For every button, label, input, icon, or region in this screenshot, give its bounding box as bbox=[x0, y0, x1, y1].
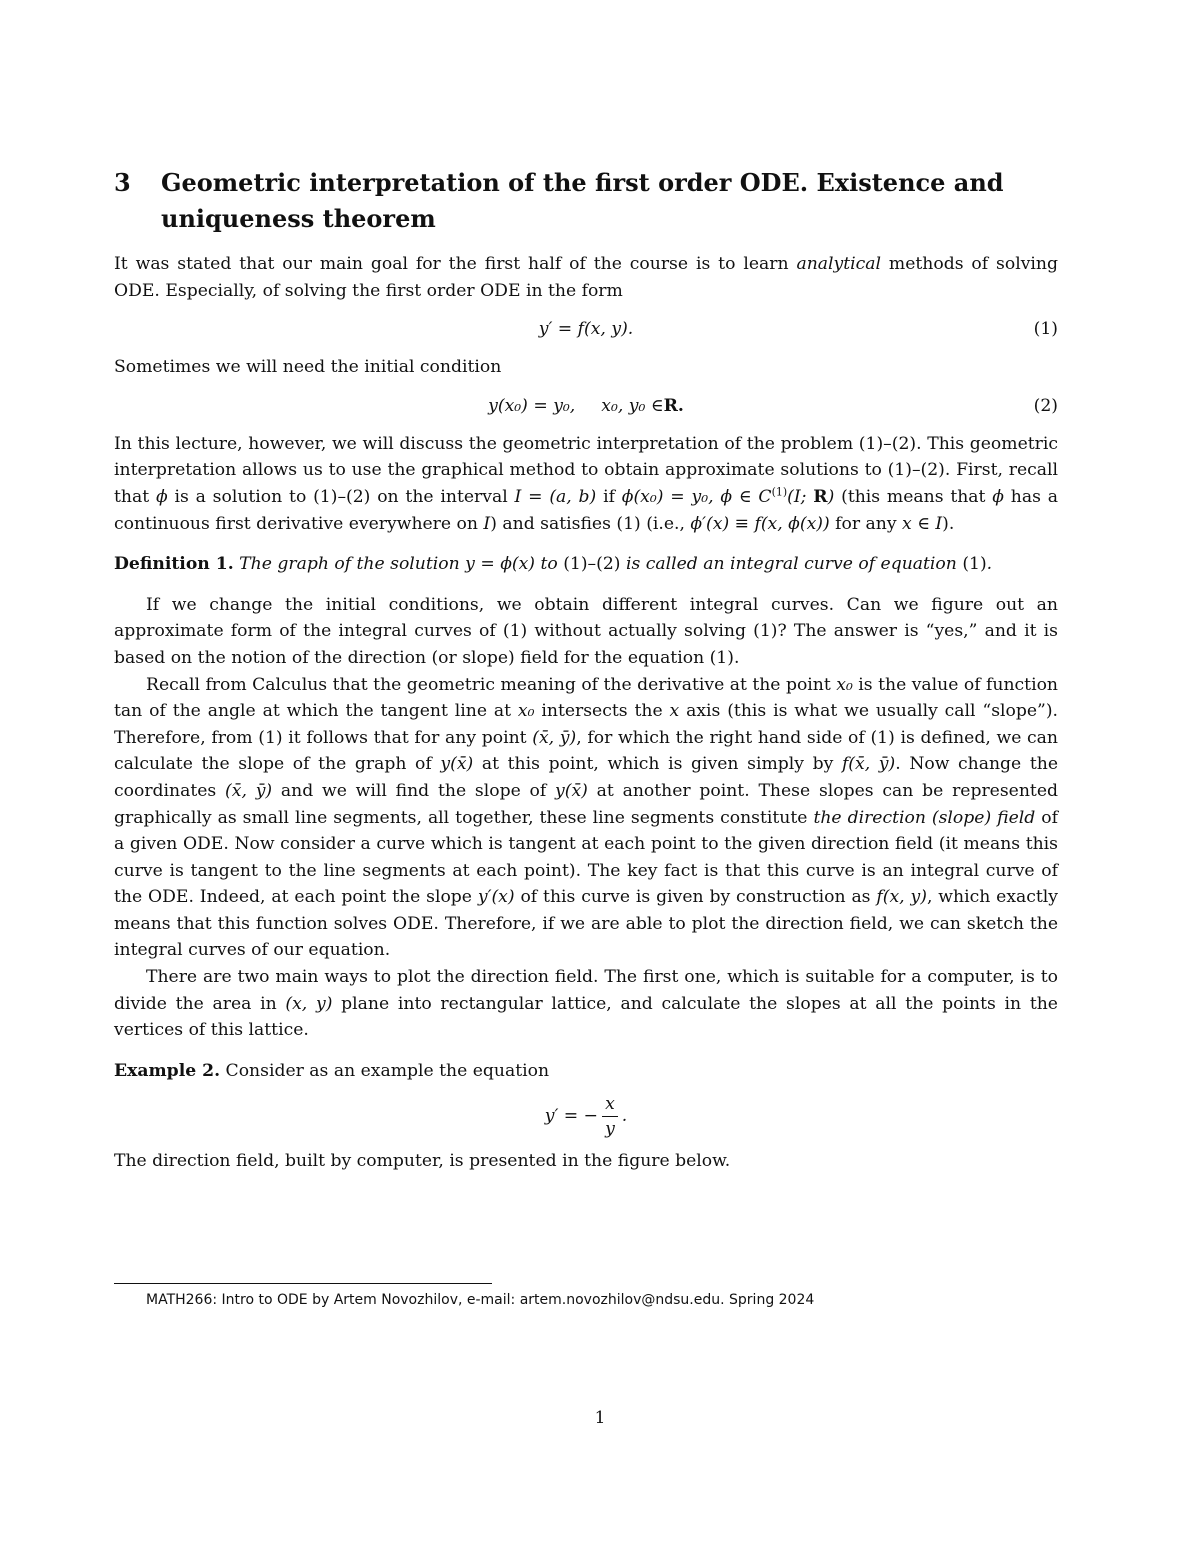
text: to bbox=[535, 554, 564, 575]
math: x bbox=[669, 701, 680, 722]
text: is the value of function tan of the angle at which the tangent line at bbox=[114, 674, 1058, 722]
text: , which exactly means that this function solves ODE. Therefore, if we are able to plot the direction field, we can sketch the integral curves of our equation. bbox=[114, 887, 1058, 961]
intro-paragraph bbox=[114, 251, 1058, 304]
reference: (1)–(2) bbox=[563, 554, 621, 575]
text: has a continuous first derivative everywhere on bbox=[114, 486, 1059, 534]
two-ways-paragraph bbox=[114, 964, 1058, 1044]
example-2 bbox=[114, 1058, 1058, 1085]
text: . bbox=[986, 554, 993, 575]
math: (x̄, ȳ) bbox=[225, 780, 273, 801]
text: of a given ODE. Now consider a curve which is tangent at each point to the given direction field (it means this curve is tangent to the line segments at each point). The key fact is that this curve is an integral curve of the ODE. Indeed, at each point the slope bbox=[114, 807, 1058, 908]
superscript: (1) bbox=[771, 485, 788, 499]
sometimes-paragraph: Sometimes we will need the initial condition bbox=[114, 357, 502, 378]
intro-text-a: It was stated that our main goal for the first half of the course is to learn bbox=[114, 254, 797, 274]
math: f(x, y) bbox=[876, 887, 927, 908]
math-set: R bbox=[813, 486, 828, 507]
math: ϕ(x₀) = y₀, ϕ ∈ C bbox=[621, 486, 772, 507]
math: (x̄, ȳ) bbox=[532, 727, 577, 748]
text: The graph of the solution bbox=[233, 554, 466, 575]
text: ) and satisfies (1) (i.e., bbox=[490, 513, 691, 534]
example-text: Consider as an example the equation bbox=[220, 1060, 550, 1081]
section-title: Geometric interpretation of the first order ODE. Existence and uniqueness theorem bbox=[161, 168, 1004, 233]
math: x₀ bbox=[517, 701, 535, 722]
text: (this means that bbox=[834, 486, 993, 507]
example-label: Example 2. bbox=[114, 1060, 221, 1081]
text: for any bbox=[829, 513, 903, 534]
section-number: 3 bbox=[114, 168, 131, 197]
lecture-paragraph bbox=[114, 431, 1058, 537]
equation-2-rhs: x₀, y₀ ∈ bbox=[601, 395, 664, 416]
text: . Now change the coordinates bbox=[114, 754, 1059, 801]
text: at another point. These slopes can be represented graphically as small line segments, all together, these line segments constitute bbox=[114, 780, 1058, 828]
math: ) bbox=[827, 486, 835, 507]
equation-1-number: (1) bbox=[1033, 319, 1058, 340]
math: I bbox=[483, 513, 491, 534]
math: ϕ′(x) ≡ f(x, ϕ(x)) bbox=[690, 513, 830, 534]
section-heading bbox=[114, 165, 1058, 237]
math: ϕ bbox=[155, 486, 168, 507]
footnote-rule bbox=[114, 1283, 492, 1284]
fraction-denominator: y bbox=[605, 1118, 615, 1139]
direction-field-paragraph: The direction field, built by computer, is presented in the figure below. bbox=[114, 1151, 731, 1172]
math: I = (a, b) bbox=[514, 486, 597, 507]
text: and we will find the slope of bbox=[272, 780, 556, 801]
text: ). bbox=[942, 513, 955, 534]
math: ϕ bbox=[992, 486, 1004, 507]
text: is a solution to (1)–(2) on the interval bbox=[167, 486, 515, 507]
equation-1-body: y′ = f(x, y). bbox=[538, 319, 634, 340]
text: if bbox=[596, 486, 622, 507]
math: x ∈ I bbox=[902, 513, 943, 534]
equation-2 bbox=[114, 381, 1058, 431]
text: is called an integral curve of equation bbox=[620, 554, 963, 575]
fraction bbox=[602, 1094, 618, 1139]
equation-1 bbox=[114, 304, 1058, 354]
math: y(x̄) bbox=[555, 780, 588, 801]
recall-paragraph bbox=[114, 672, 1058, 965]
fraction-numerator: x bbox=[602, 1094, 618, 1117]
math: y = ϕ(x) bbox=[465, 554, 536, 575]
equation-2-set: R. bbox=[663, 395, 684, 416]
math: (x, y) bbox=[285, 993, 333, 1014]
text: plane into rectangular lattice, and calculate the slopes at all the points in the vertices of this lattice. bbox=[114, 993, 1058, 1041]
text: intersects the bbox=[534, 701, 670, 722]
math: (I; bbox=[787, 486, 814, 507]
equation-2-number: (2) bbox=[1033, 395, 1058, 416]
math: y(x̄) bbox=[440, 754, 474, 775]
math: f(x̄, ȳ) bbox=[841, 754, 896, 775]
text: , for which the right hand side of (1) is defined, we can calculate the slope of the graph of bbox=[114, 727, 1059, 775]
text: In this lecture, however, we will discuss the geometric interpretation of the problem (1)–(2). This geometric interpretation allows us to use the graphical method to obtain approximate solutions to (1)–(2). First, recall that bbox=[114, 433, 1058, 507]
page-content bbox=[114, 165, 1058, 1175]
definition-1 bbox=[114, 551, 1058, 578]
intro-emphasis: analytical bbox=[796, 254, 881, 274]
text: at this point, which is given simply by bbox=[473, 754, 842, 775]
equation-3-end: . bbox=[621, 1106, 628, 1127]
text: There are two main ways to plot the direction field. The first one, which is suitable for a computer, is to divide the area in bbox=[114, 967, 1058, 1014]
equation-3-lhs: y′ = − bbox=[544, 1106, 599, 1127]
math: y′(x) bbox=[477, 887, 515, 908]
math: x₀ bbox=[836, 674, 853, 695]
page-number: 1 bbox=[594, 1408, 606, 1428]
text: Recall from Calculus that the geometric meaning of the derivative at the point bbox=[146, 674, 837, 695]
emphasis: the direction (slope) field bbox=[813, 807, 1036, 828]
change-conditions-paragraph: If we change the initial conditions, we obtain different integral curves. Can we figure out an approximate form of the integral curves of (1) without actually solving (1)? The answer is “yes,” and it is based on the notion of the direction (or slope) field for the equation (1). bbox=[114, 594, 1058, 668]
equation-3 bbox=[114, 1084, 1058, 1148]
definition-label: Definition 1. bbox=[114, 554, 234, 575]
text: axis (this is what we usually call “slope”). Therefore, from (1) it follows that for any point bbox=[114, 701, 1058, 748]
equation-2-lhs: y(x₀) = y₀, bbox=[488, 395, 576, 416]
text: of this curve is given by construction as bbox=[514, 887, 877, 908]
footnote: MATH266: Intro to ODE by Artem Novozhilov, e-mail: artem.novozhilov@ndsu.edu. Spring 2024 bbox=[146, 1292, 815, 1308]
reference: (1) bbox=[962, 554, 987, 575]
intro-text-b: methods of solving ODE. Especially, of solving the first order ODE in the form bbox=[114, 254, 1058, 301]
